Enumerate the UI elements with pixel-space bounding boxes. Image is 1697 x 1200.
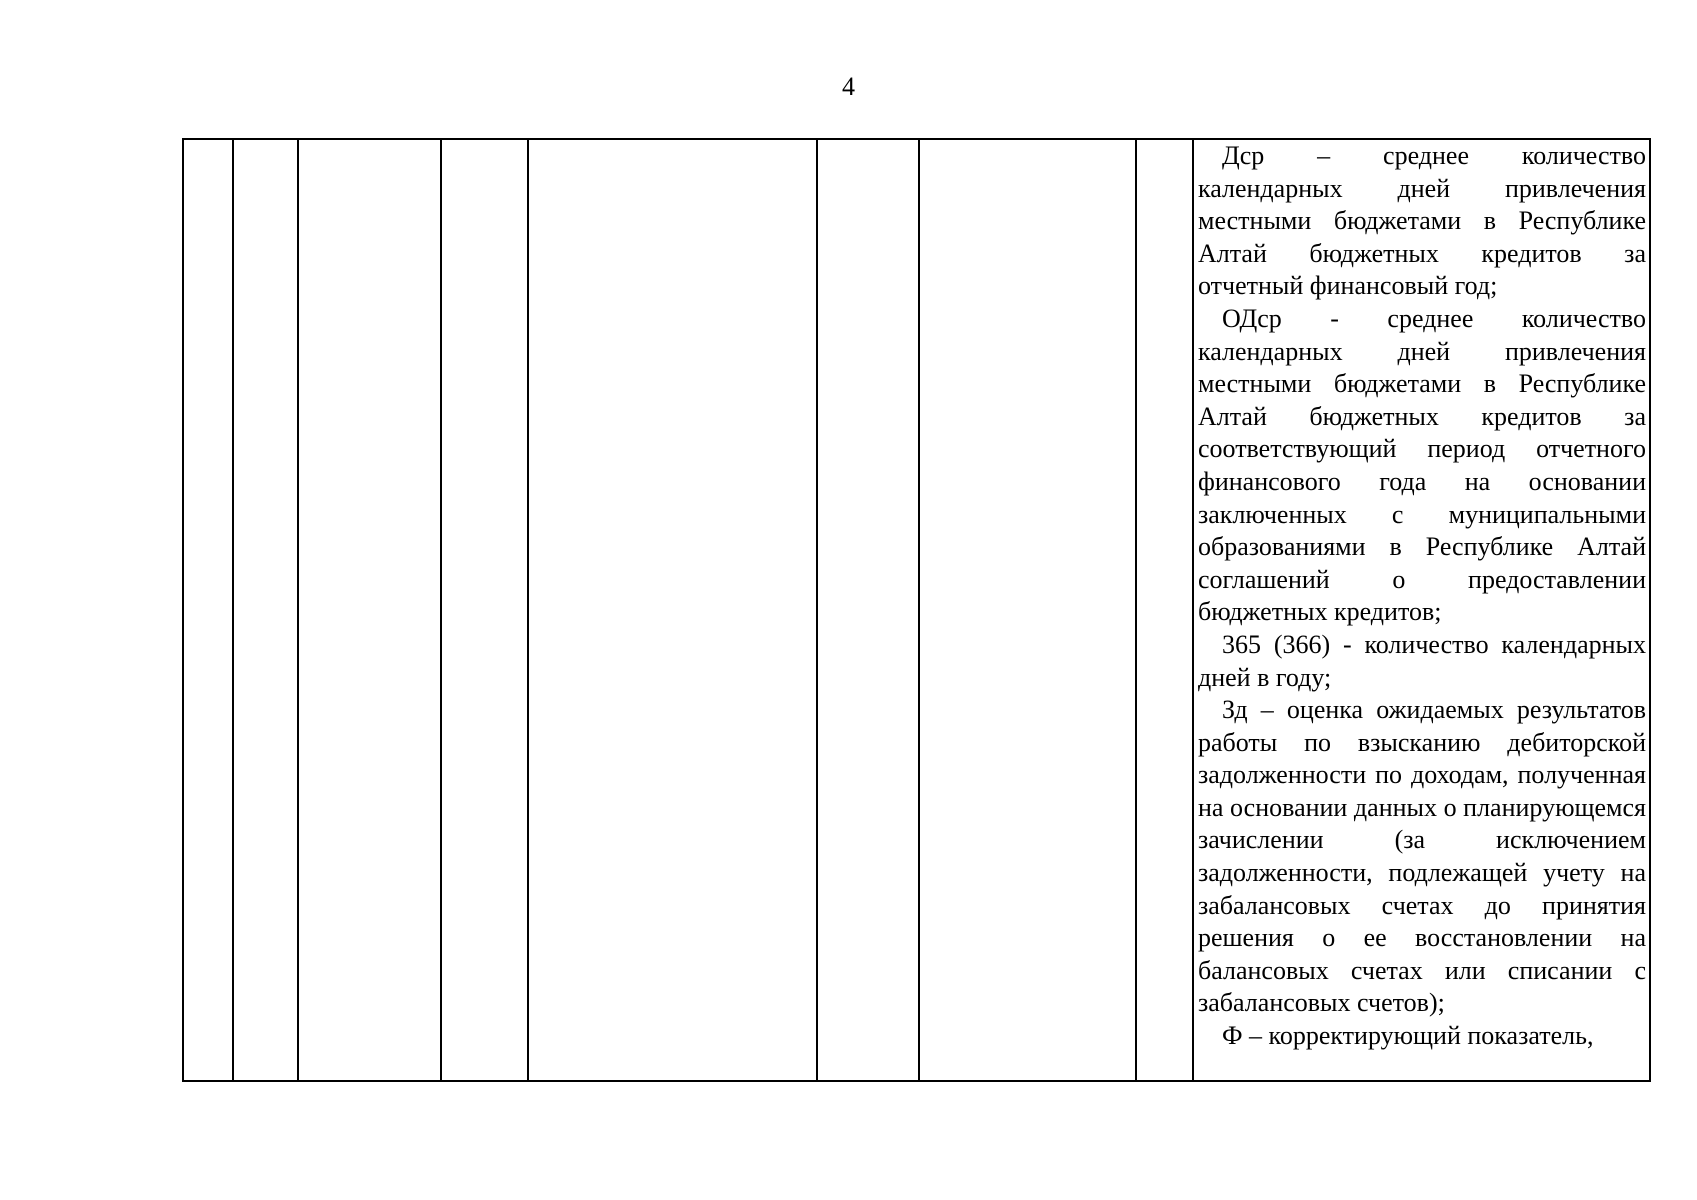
page-number: 4	[842, 72, 855, 101]
table-cell-empty	[1136, 139, 1193, 1081]
table-cell-empty	[528, 139, 817, 1081]
table-cell-empty	[919, 139, 1136, 1081]
table-cell-text	[1193, 139, 1650, 1081]
document-table	[182, 138, 1651, 1082]
table-cell-empty	[441, 139, 528, 1081]
table-row	[183, 139, 1650, 1081]
table-cell-empty	[183, 139, 233, 1081]
definition-zd: Зд – оценка ожидаемых результатов работы по взысканию дебиторской задолженности по доходам, полученная на основании данных о планирующемся зачислении (за исключением задолженности, подлежащей учету на забалансовых счетах до принятия решения о ее восстановлении на балансовых счетах или списании с забалансовых счетов);	[1198, 695, 1646, 1018]
table-cell-empty	[298, 139, 441, 1081]
definition-odsr: ОДср - среднее количество календарных дней привлечения местными бюджетами в Республике Алтай бюджетных кредитов за соответствующий период отчетного финансового года на основании заключенных с муниципальными образованиями в Республике Алтай соглашений о предоставлении бюджетных кредитов;	[1198, 303, 1646, 627]
definition-days-in-year: 365 (366) - количество календарных дней в году;	[1198, 629, 1646, 692]
table-cell-empty	[817, 139, 919, 1081]
definition-f: Ф – корректирующий показатель,	[1222, 1021, 1594, 1051]
definition-dsr: Дср – среднее количество календарных дней привлечения местными бюджетами в Республике Алтай бюджетных кредитов за отчетный финансовый год;	[1198, 141, 1646, 301]
table-cell-empty	[233, 139, 298, 1081]
